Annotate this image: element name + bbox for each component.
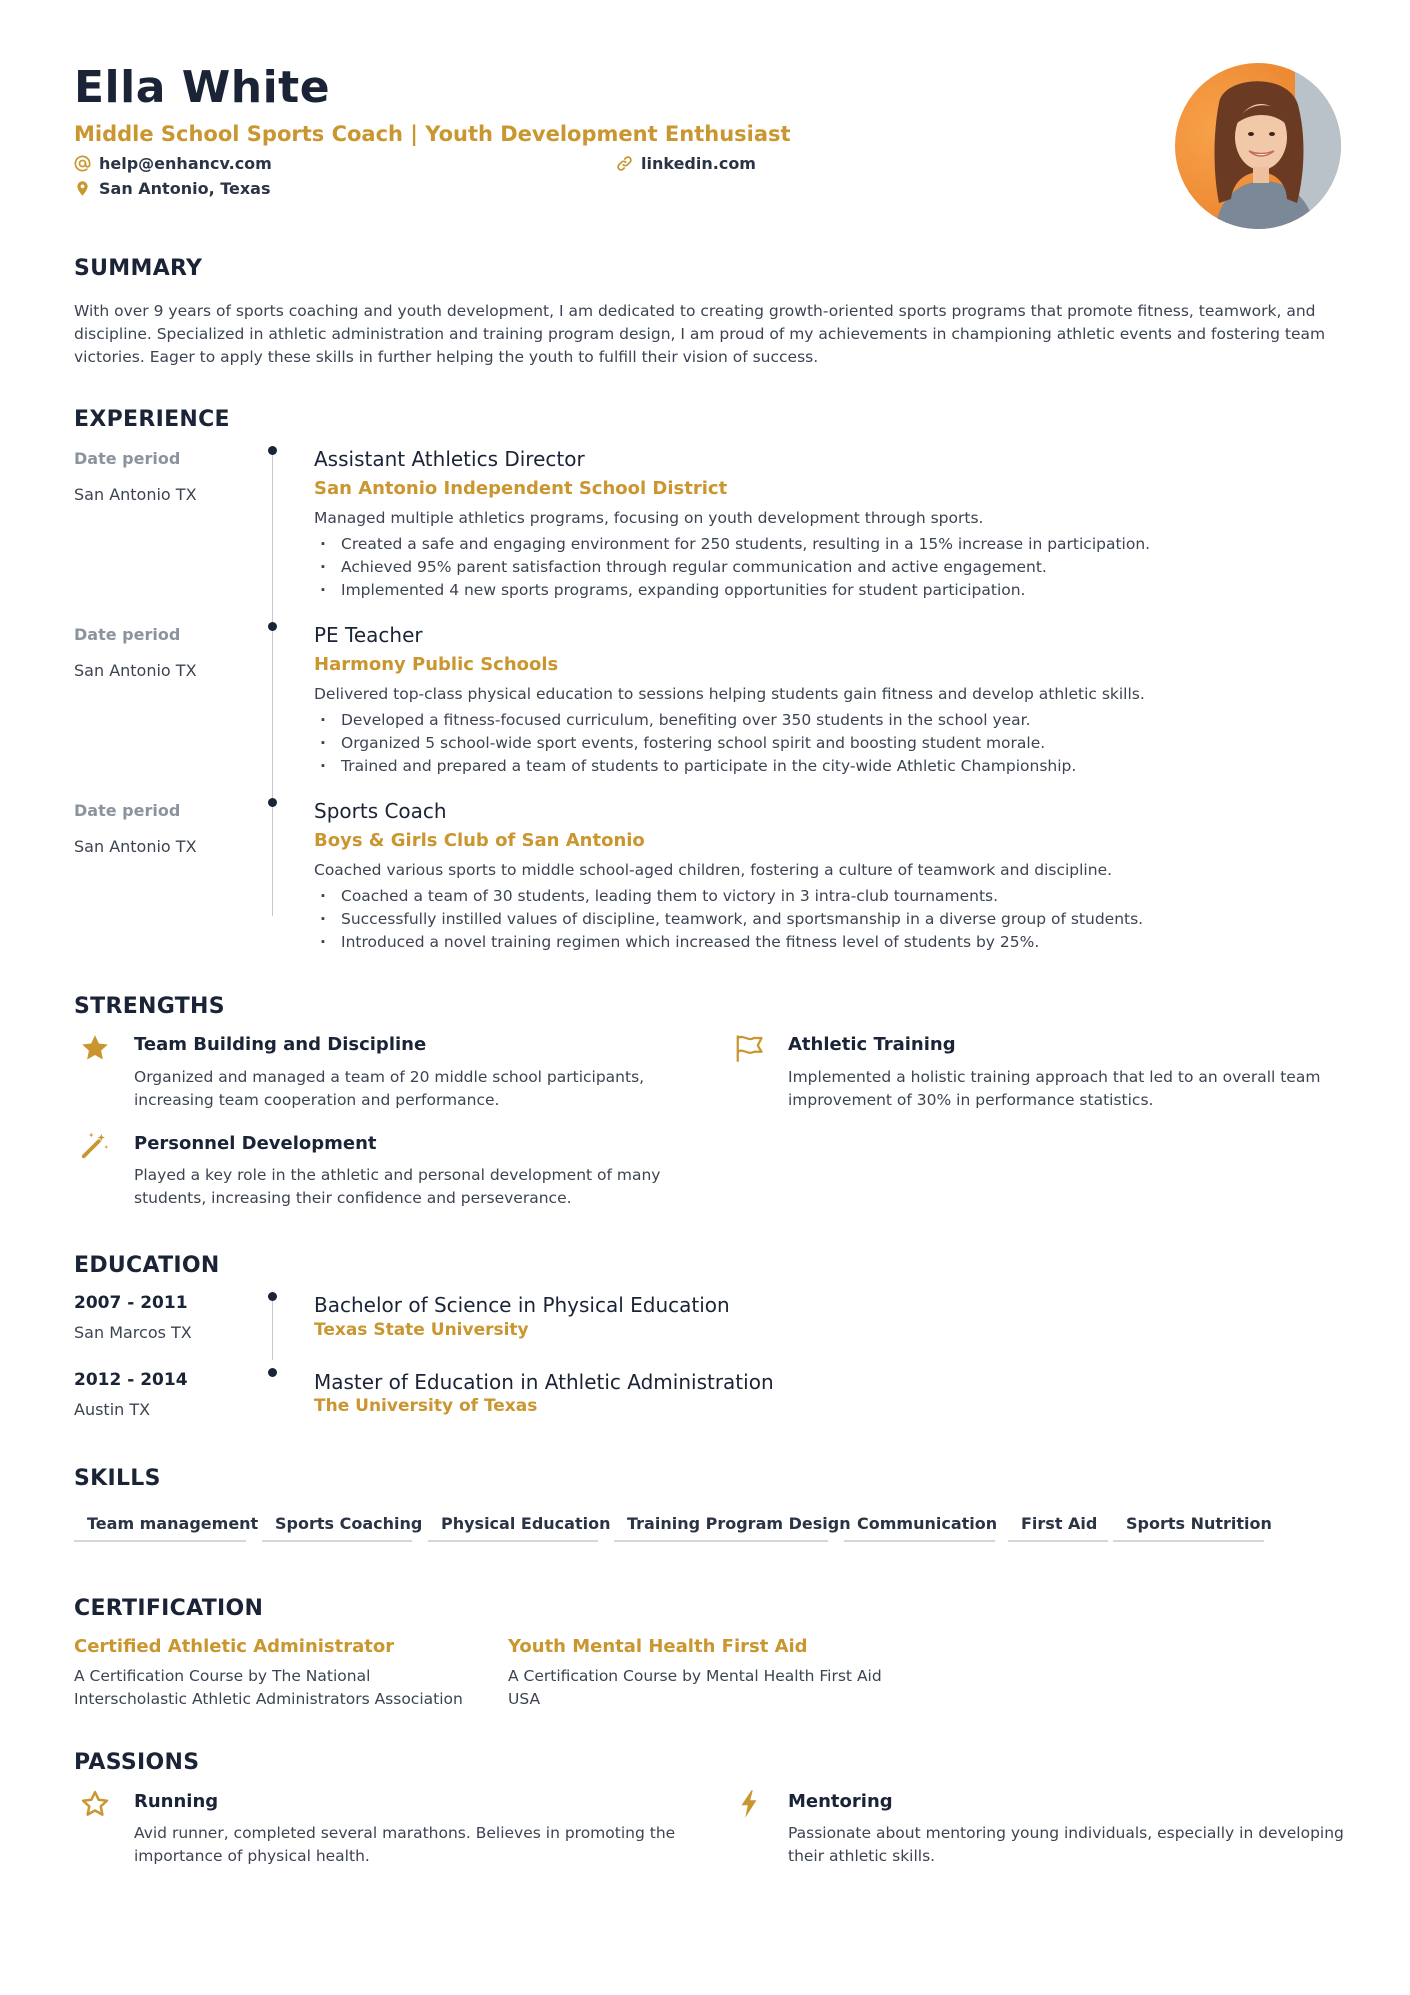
candidate-name: Ella White bbox=[74, 62, 331, 113]
summary-text: With over 9 years of sports coaching and youth development, I am dedicated to creating growth-oriented sports programs that promote fitness, teamwork, and discipline. Specialized in athletic administration and training program design, I am proud of my achievements in championing athletic events and fostering team victories. Eager to apply these skills in further helping the youth to fulfill their vision of success. bbox=[74, 302, 1326, 366]
experience-bullet: · Introduced a novel training regimen which increased the fitness level of students by 25%. bbox=[314, 931, 1143, 954]
certification-title: Youth Mental Health First Aid bbox=[508, 1636, 808, 1657]
experience-description: Managed multiple athletics programs, focusing on youth development through sports. bbox=[314, 509, 984, 527]
skills-heading: SKILLS bbox=[74, 1466, 161, 1491]
strength-description: Implemented a holistic training approach that led to an overall team improvement of 30% in performance statistics. bbox=[788, 1068, 1321, 1109]
experience-date: Date period bbox=[74, 625, 181, 644]
lightning-icon bbox=[734, 1789, 764, 1819]
flag-icon bbox=[734, 1033, 764, 1063]
summary-heading: SUMMARY bbox=[74, 256, 203, 281]
timeline-dot bbox=[268, 446, 277, 455]
email-text[interactable]: help@enhancv.com bbox=[99, 154, 272, 173]
experience-bullet: · Developed a fitness-focused curriculum, benefiting over 350 students in the school year. bbox=[314, 709, 1076, 732]
education-location: San Marcos TX bbox=[74, 1323, 192, 1342]
education-heading: EDUCATION bbox=[74, 1253, 220, 1278]
experience-role: Assistant Athletics Director bbox=[314, 447, 585, 471]
education-location: Austin TX bbox=[74, 1400, 151, 1419]
strength-title: Team Building and Discipline bbox=[134, 1034, 427, 1055]
experience-company: Harmony Public Schools bbox=[314, 654, 559, 675]
skill-tag: Sports Nutrition bbox=[1113, 1506, 1264, 1542]
strength-description: Organized and managed a team of 20 middle school participants, increasing team cooperation and performance. bbox=[134, 1068, 645, 1109]
education-degree: Master of Education in Athletic Administration bbox=[314, 1370, 774, 1394]
link-icon bbox=[616, 155, 633, 172]
experience-role: Sports Coach bbox=[314, 799, 447, 823]
strength-title: Athletic Training bbox=[788, 1034, 956, 1055]
passion-description: Avid runner, completed several marathons. Believes in promoting the importance of physical health. bbox=[134, 1824, 676, 1865]
experience-bullet: · Trained and prepared a team of students to participate in the city-wide Athletic Championship. bbox=[314, 755, 1076, 778]
education-timeline bbox=[272, 1295, 273, 1360]
education-date: 2012 - 2014 bbox=[74, 1370, 188, 1390]
strength-description: Played a key role in the athletic and personal development of many students, increasing their confidence and perseverance. bbox=[134, 1166, 661, 1207]
experience-date: Date period bbox=[74, 449, 181, 468]
linkedin-text[interactable]: linkedin.com bbox=[641, 154, 756, 173]
experience-company: Boys & Girls Club of San Antonio bbox=[314, 830, 645, 851]
experience-bullet: · Achieved 95% parent satisfaction through regular communication and active engagement. bbox=[314, 556, 1150, 579]
strengths-heading: STRENGTHS bbox=[74, 994, 225, 1019]
email-contact[interactable] bbox=[74, 154, 272, 173]
experience-bullet: · Coached a team of 30 students, leading them to victory in 3 intra-club tournaments. bbox=[314, 885, 1143, 908]
timeline-dot bbox=[268, 622, 277, 631]
education-school: Texas State University bbox=[314, 1320, 529, 1340]
star-outline-icon bbox=[80, 1789, 110, 1819]
timeline-dot bbox=[268, 1368, 277, 1377]
certification-description: A Certification Course by Mental Health First Aid USA bbox=[508, 1667, 882, 1708]
skill-tag: Communication bbox=[844, 1506, 995, 1542]
experience-company: San Antonio Independent School District bbox=[314, 478, 728, 499]
experience-bullet: · Organized 5 school-wide sport events, fostering school spirit and boosting student morale. bbox=[314, 732, 1076, 755]
experience-bullet: · Successfully instilled values of discipline, teamwork, and sportsmanship in a diverse group of students. bbox=[314, 908, 1143, 931]
location-text: San Antonio, Texas bbox=[99, 179, 271, 198]
profile-photo bbox=[1175, 63, 1341, 229]
experience-bullets bbox=[314, 709, 1076, 778]
certification-description: A Certification Course by The National Interscholastic Athletic Administrators Association bbox=[74, 1667, 463, 1708]
magic-wand-icon bbox=[80, 1130, 110, 1160]
experience-heading: EXPERIENCE bbox=[74, 407, 230, 432]
skill-tag: Sports Coaching bbox=[262, 1506, 412, 1542]
location-contact bbox=[74, 179, 271, 198]
timeline-dot bbox=[268, 798, 277, 807]
location-pin-icon bbox=[74, 180, 91, 197]
certification-heading: CERTIFICATION bbox=[74, 1596, 264, 1621]
skill-tag: Team management bbox=[74, 1506, 246, 1542]
education-degree: Bachelor of Science in Physical Education bbox=[314, 1293, 730, 1317]
passion-title: Mentoring bbox=[788, 1791, 893, 1812]
experience-role: PE Teacher bbox=[314, 623, 423, 647]
linkedin-contact[interactable] bbox=[616, 154, 756, 173]
skill-tag: First Aid bbox=[1008, 1506, 1108, 1542]
experience-description: Delivered top-class physical education to sessions helping students gain fitness and develop athletic skills. bbox=[314, 685, 1145, 703]
experience-bullet: · Created a safe and engaging environment for 250 students, resulting in a 15% increase in participation. bbox=[314, 533, 1150, 556]
experience-date: Date period bbox=[74, 801, 181, 820]
experience-description: Coached various sports to middle school-aged children, fostering a culture of teamwork and discipline. bbox=[314, 861, 1113, 879]
strength-title: Personnel Development bbox=[134, 1133, 377, 1154]
experience-bullets bbox=[314, 885, 1143, 954]
passions-heading: PASSIONS bbox=[74, 1750, 200, 1775]
experience-location: San Antonio TX bbox=[74, 837, 197, 856]
certification-title: Certified Athletic Administrator bbox=[74, 1636, 395, 1657]
experience-bullet: · Implemented 4 new sports programs, expanding opportunities for student participation. bbox=[314, 579, 1150, 602]
at-sign-icon bbox=[74, 155, 91, 172]
experience-location: San Antonio TX bbox=[74, 485, 197, 504]
education-date: 2007 - 2011 bbox=[74, 1293, 188, 1313]
star-icon bbox=[80, 1033, 110, 1063]
skill-tag: Training Program Design bbox=[614, 1506, 828, 1542]
timeline-dot bbox=[268, 1292, 277, 1301]
passion-title: Running bbox=[134, 1791, 219, 1812]
experience-timeline bbox=[272, 451, 273, 916]
education-school: The University of Texas bbox=[314, 1396, 538, 1416]
skill-tag: Physical Education bbox=[428, 1506, 598, 1542]
candidate-title: Middle School Sports Coach | Youth Development Enthusiast bbox=[74, 122, 791, 146]
experience-location: San Antonio TX bbox=[74, 661, 197, 680]
experience-bullets bbox=[314, 533, 1150, 602]
passion-description: Passionate about mentoring young individuals, especially in developing their athletic skills. bbox=[788, 1824, 1344, 1865]
